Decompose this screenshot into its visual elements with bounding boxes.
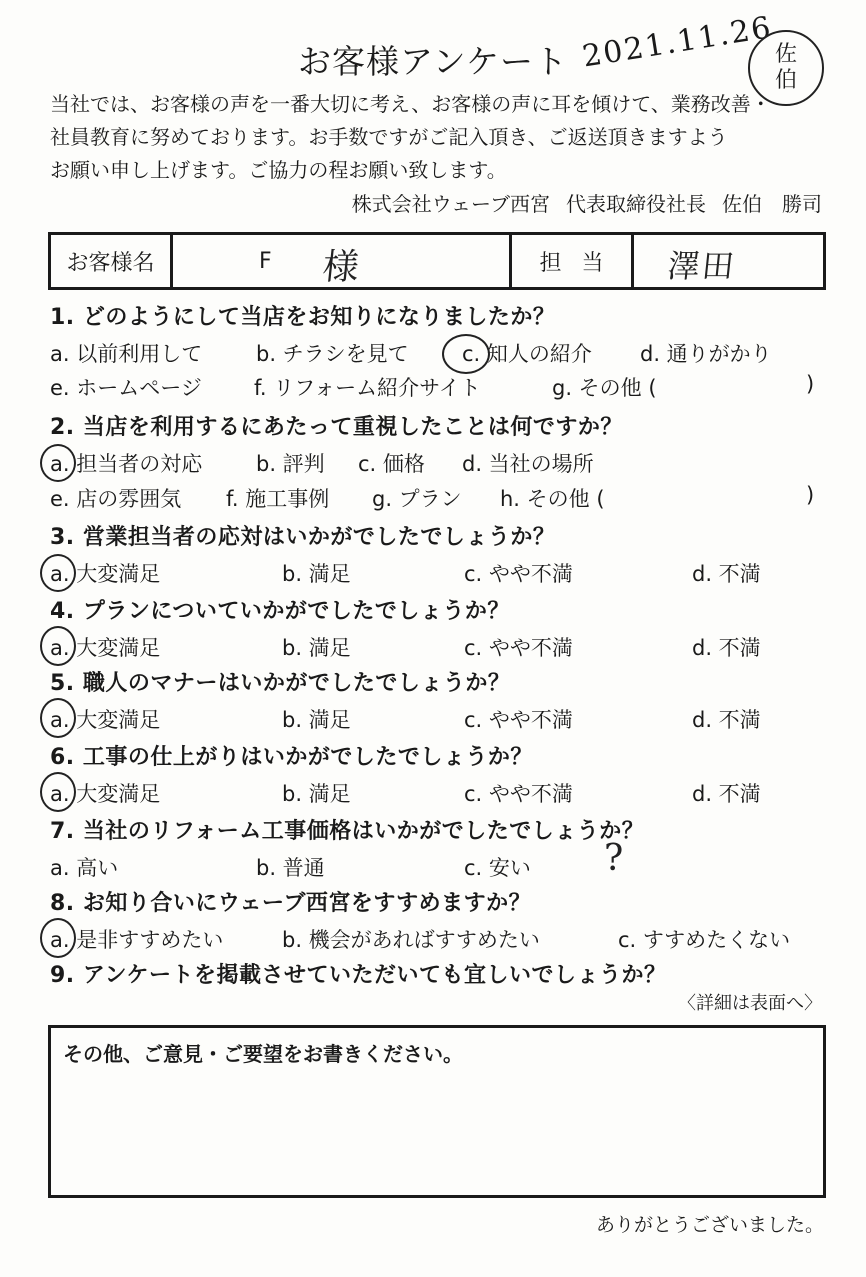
staff-label: 担当: [512, 235, 634, 287]
q1-option-g-close: ): [806, 372, 815, 396]
customer-honorific: 様: [320, 247, 361, 288]
q2-option-f[interactable]: f. 施工事例: [226, 487, 330, 511]
q6-option-d[interactable]: d. 不満: [692, 782, 761, 806]
q4-option-c[interactable]: c. やや不満: [464, 636, 573, 660]
q2-option-h-close: ): [806, 483, 815, 507]
stamp-char-1: 佐: [774, 42, 797, 67]
company-name: 株式会社ウェーブ西宮: [351, 192, 550, 216]
q6-option-a[interactable]: a. 大変満足: [50, 782, 161, 806]
q1-option-e[interactable]: e. ホームページ: [50, 376, 202, 400]
q1-option-a[interactable]: a. 以前利用して: [50, 342, 203, 366]
question-2: 2. 当店を利用するにあたって重視したことは何ですか？: [50, 415, 623, 440]
question-7: 7. 当社のリフォーム工事価格はいかがでしたでしょうか？: [50, 819, 645, 844]
q2-option-e[interactable]: e. 店の雰囲気: [50, 487, 182, 511]
company-role: 代表取締役社長: [566, 192, 706, 216]
question-4: 4. プランについていかがでしたでしょうか？: [50, 599, 510, 624]
handwritten-date: 2021.11.26: [580, 9, 775, 75]
q4-option-b[interactable]: b. 満足: [282, 636, 351, 660]
q3-option-b[interactable]: b. 満足: [282, 562, 351, 586]
q1-option-b[interactable]: b. チラシを見て: [256, 342, 409, 366]
q1-option-d[interactable]: d. 通りがかり: [640, 342, 772, 366]
q2-option-c[interactable]: c. 価格: [358, 452, 425, 476]
company-person: 佐伯 勝司: [722, 192, 822, 216]
q1-option-c[interactable]: c. 知人の紹介: [462, 342, 592, 366]
q2-option-h[interactable]: h. その他 (: [500, 487, 605, 511]
q7-option-c[interactable]: c. 安い: [464, 856, 531, 880]
handwritten-question-mark: ?: [604, 838, 624, 879]
q1-option-f[interactable]: f. リフォーム紹介サイト: [254, 376, 481, 400]
customer-initial: F: [259, 249, 272, 274]
q8-option-c[interactable]: c. すすめたくない: [618, 928, 791, 952]
q5-option-c[interactable]: c. やや不満: [464, 708, 573, 732]
q3-option-c[interactable]: c. やや不満: [464, 562, 573, 586]
stamp-char-2: 伯: [774, 68, 797, 93]
question-3: 3. 営業担当者の応対はいかがでしたでしょうか？: [50, 525, 556, 550]
q7-option-b[interactable]: b. 普通: [256, 856, 325, 880]
q3-option-a[interactable]: a. 大変満足: [50, 562, 161, 586]
thanks-text: ありがとうございました。: [595, 1214, 824, 1236]
question-8: 8. お知り合いにウェーブ西宮をすすめますか？: [50, 891, 532, 916]
intro-line-3: お願い申し上げます。ご協力の程お願い致します。: [50, 158, 507, 182]
q2-option-g[interactable]: g. プラン: [372, 487, 462, 511]
staff-name-field[interactable]: [634, 235, 823, 287]
q2-option-a[interactable]: a. 担当者の対応: [50, 452, 203, 476]
question-5: 5. 職人のマナーはいかがでしたでしょうか？: [50, 671, 511, 696]
q6-option-b[interactable]: b. 満足: [282, 782, 351, 806]
q5-option-b[interactable]: b. 満足: [282, 708, 351, 732]
company-signature: [352, 188, 822, 217]
page-title: お客様アンケート: [297, 42, 569, 81]
q1-option-g[interactable]: g. その他 (: [552, 376, 657, 400]
q5-option-d[interactable]: d. 不満: [692, 708, 761, 732]
detail-note: 〈詳細は表面へ〉: [678, 993, 822, 1014]
staff-name: 澤田: [665, 247, 738, 285]
question-6: 6. 工事の仕上がりはいかがでしたでしょうか？: [50, 745, 533, 770]
q3-option-d[interactable]: d. 不満: [692, 562, 761, 586]
q7-option-a[interactable]: a. 高い: [50, 856, 119, 880]
customer-info-table: [48, 232, 826, 290]
q8-option-a[interactable]: a. 是非すすめたい: [50, 928, 224, 952]
comment-label: その他、ご意見・ご要望をお書きください。: [63, 1042, 463, 1066]
question-9: 9. アンケートを掲載させていただいても宜しいでしょうか？: [50, 963, 667, 988]
intro-line-1: 当社では、お客様の声を一番大切に考え、お客様の声に耳を傾けて、業務改善・: [50, 92, 771, 116]
comment-box[interactable]: [48, 1025, 826, 1198]
q2-option-d[interactable]: d. 当社の場所: [462, 452, 594, 476]
customer-name-field[interactable]: [173, 235, 512, 287]
q4-option-a[interactable]: a. 大変満足: [50, 636, 161, 660]
q6-option-c[interactable]: c. やや不満: [464, 782, 573, 806]
q5-option-a[interactable]: a. 大変満足: [50, 708, 161, 732]
question-1: 1. どのようにして当店をお知りになりましたか？: [50, 305, 556, 330]
intro-line-2: 社員教育に努めております。お手数ですがご記入頂き、ご返送頂きますよう: [50, 125, 728, 149]
q4-option-d[interactable]: d. 不満: [692, 636, 761, 660]
q2-option-b[interactable]: b. 評判: [256, 452, 325, 476]
customer-name-label: お客様名: [51, 235, 173, 287]
q8-option-b[interactable]: b. 機会があればすすめたい: [282, 928, 540, 952]
